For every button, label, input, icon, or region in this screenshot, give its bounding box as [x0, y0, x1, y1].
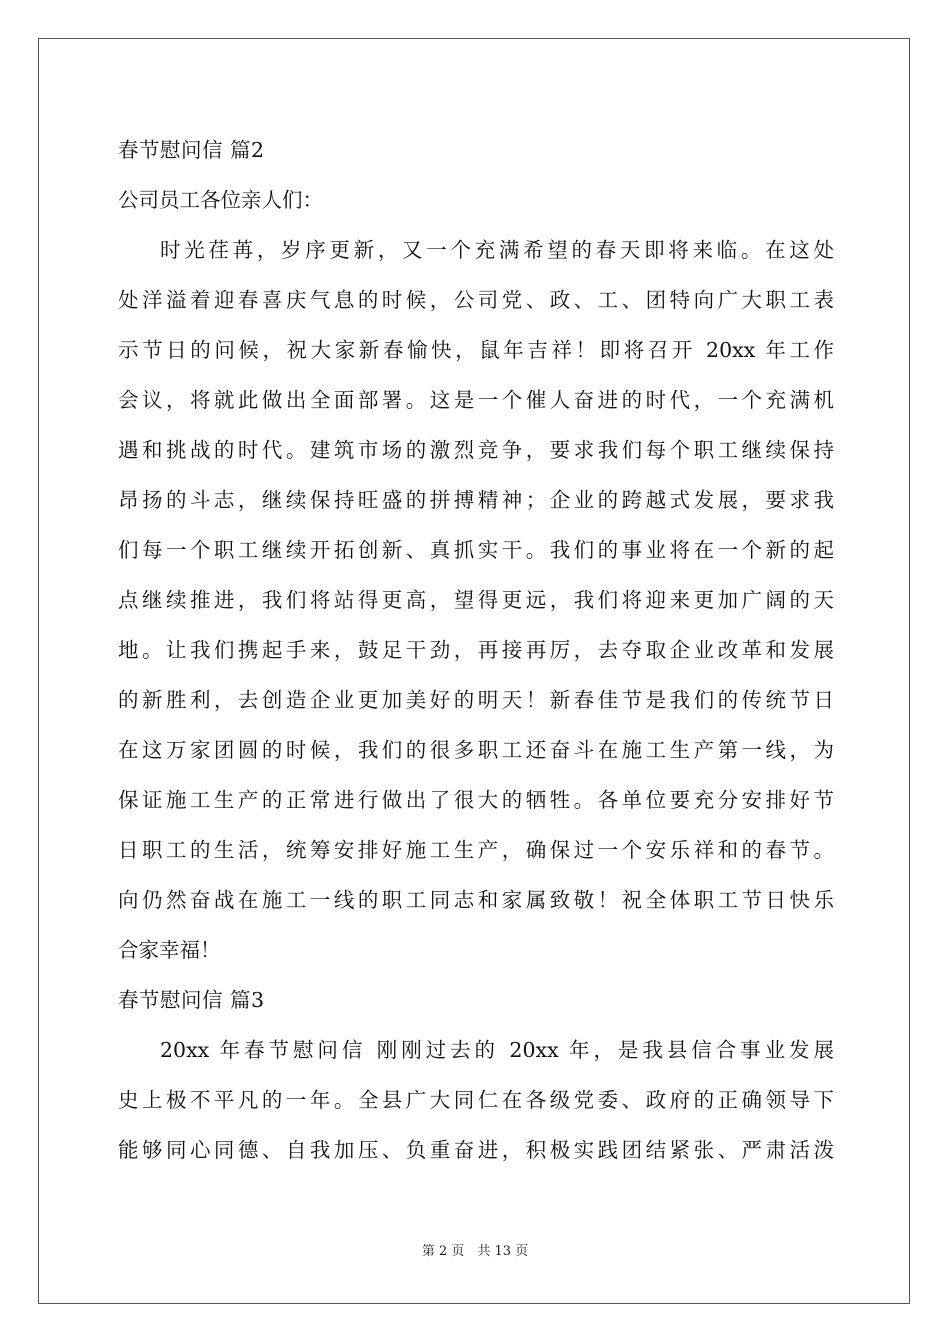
paragraph-line: 时光荏苒，岁序更新，又一个充满希望的春天即将来临。在这处 [160, 238, 834, 262]
paragraph-line: 昂扬的斗志，继续保持旺盛的拼搏精神；企业的跨越式发展，要求我 [118, 488, 834, 512]
paragraph-line: 点继续推进，我们将站得更高，望得更远，我们将迎来更加广阔的天 [118, 588, 834, 612]
page-footer: 第 2 页 共 13 页 [421, 1244, 529, 1259]
salutation: 公司员工各位亲人们： [118, 188, 323, 212]
paragraph-line: 能够同心同德、自我加压、负重奋进，积极实践团结紧张、严肃活泼 [118, 1138, 834, 1162]
section-heading-3: 春节慰问信 篇3 [118, 988, 265, 1012]
paragraph-line: 日职工的生活，统筹安排好施工生产，确保过一个安乐祥和的春节。 [118, 838, 834, 862]
paragraph-line: 向仍然奋战在施工一线的职工同志和家属致敬！祝全体职工节日快乐 [118, 888, 834, 912]
paragraph-line: 遇和挑战的时代。建筑市场的激烈竞争，要求我们每个职工继续保持 [118, 438, 834, 462]
paragraph-line: 示节日的问候，祝大家新春愉快，鼠年吉祥！即将召开 20xx 年工作 [118, 338, 834, 362]
paragraph-line: 史上极不平凡的一年。全县广大同仁在各级党委、政府的正确领导下 [118, 1088, 834, 1112]
page-border [38, 38, 910, 1304]
paragraph-line: 保证施工生产的正常进行做出了很大的牺牲。各单位要充分安排好节 [118, 788, 834, 812]
paragraph-line: 的新胜利，去创造企业更加美好的明天！新春佳节是我们的传统节日 [118, 688, 834, 712]
paragraph-line: 20xx 年春节慰问信 刚刚过去的 20xx 年，是我县信合事业发展 [160, 1038, 834, 1062]
paragraph-line: 们每一个职工继续开拓创新、真抓实干。我们的事业将在一个新的起 [118, 538, 834, 562]
section-heading-2: 春节慰问信 篇2 [118, 138, 265, 162]
paragraph-line: 会议，将就此做出全面部署。这是一个催人奋进的时代，一个充满机 [118, 388, 834, 412]
paragraph-line: 处洋溢着迎春喜庆气息的时候，公司党、政、工、团特向广大职工表 [118, 288, 834, 312]
paragraph-line: 合家幸福！ [118, 938, 221, 962]
paragraph-line: 在这万家团圆的时候，我们的很多职工还奋斗在施工生产第一线，为 [118, 738, 834, 762]
paragraph-line: 地。让我们携起手来，鼓足干劲，再接再厉，去夺取企业改革和发展 [118, 638, 834, 662]
